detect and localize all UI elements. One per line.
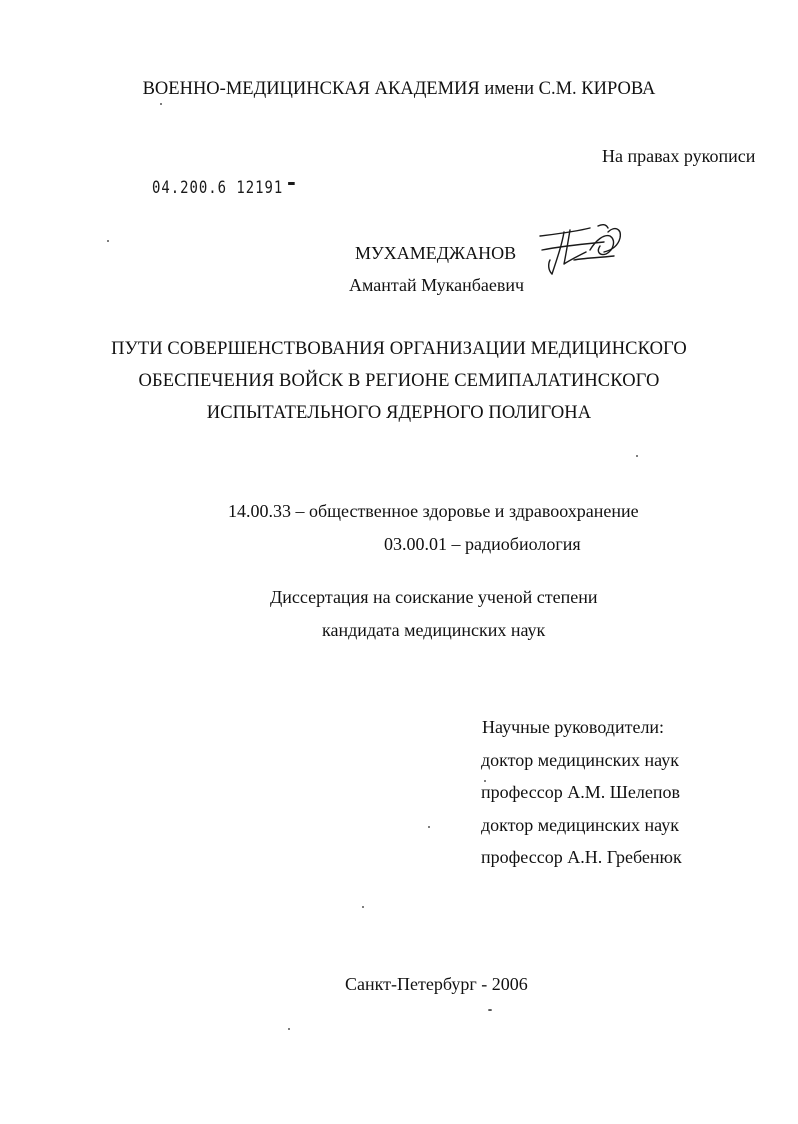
supervisor-2-name: профессор А.Н. Гребенюк [481,847,682,867]
stamp-dash-mark [288,182,295,185]
scan-speck [160,103,162,105]
degree-line-2: кандидата медицинских наук [322,620,546,640]
supervisor-1-name: профессор А.М. Шелепов [481,782,680,802]
author-given-names: Амантай Муканбаевич [349,275,525,295]
degree-line-1: Диссертация на соискание ученой степени [270,587,598,607]
scan-speck [107,240,109,242]
scan-speck [362,906,364,908]
supervisor-2-degree: доктор медицинских наук [481,815,679,835]
author-signature [534,220,626,278]
institution-name: ВОЕННО-МЕДИЦИНСКАЯ АКАДЕМИЯ имени С.М. КИРОВА [142,79,656,99]
manuscript-rights-note: На правах рукописи [602,146,756,166]
registration-number: 04.200.6 12191 [152,178,284,198]
supervisors-heading: Научные руководители: [482,717,665,737]
scan-speck [428,826,430,828]
scan-speck [636,455,638,457]
registration-stamp [152,178,295,198]
specialty-public-health: 14.00.33 – общественное здоровье и здравоохранение [228,501,639,521]
scan-speck [488,1009,492,1011]
place-and-year: Санкт-Петербург - 2006 [345,974,528,994]
author-surname: МУХАМЕДЖАНОВ [355,243,517,263]
scan-speck [288,1028,290,1030]
specialty-radiobiology: 03.00.01 – радиобиология [384,534,581,554]
title-line-3: ИСПЫТАТЕЛЬНОГО ЯДЕРНОГО ПОЛИГОНА [206,403,592,423]
supervisor-1-degree: доктор медицинских наук [481,750,679,770]
title-line-1: ПУТИ СОВЕРШЕНСТВОВАНИЯ ОРГАНИЗАЦИИ МЕДИЦИНСКОГО [111,339,687,359]
scan-speck [484,780,486,782]
title-line-2: ОБЕСПЕЧЕНИЯ ВОЙСК В РЕГИОНЕ СЕМИПАЛАТИНСКОГО [138,371,660,391]
